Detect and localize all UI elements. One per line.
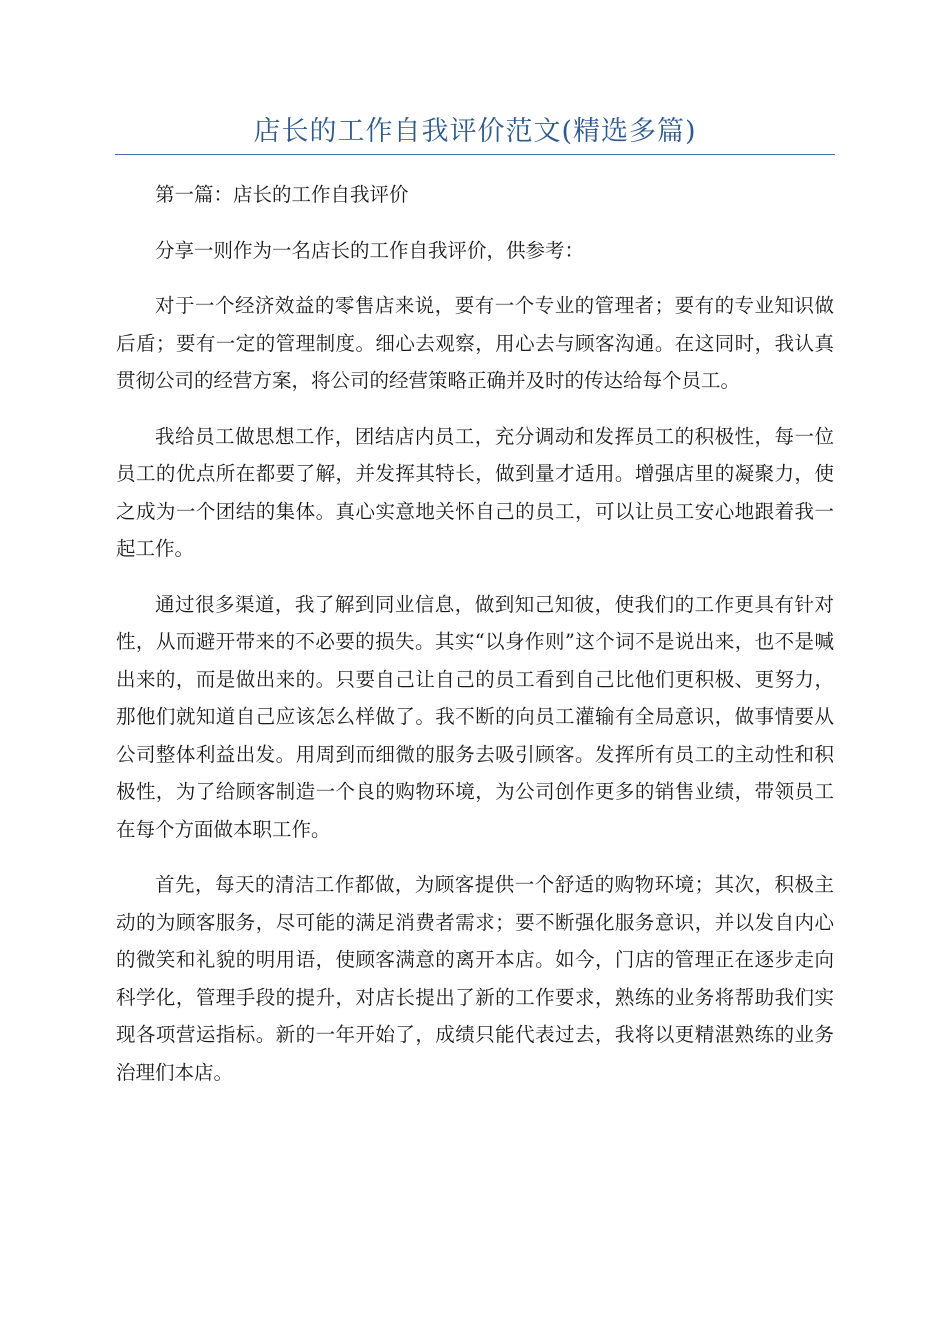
- document-title: 店长的工作自我评价范文(精选多篇): [253, 116, 697, 147]
- paragraph-section-heading: 第一篇：店长的工作自我评价: [155, 183, 409, 206]
- paragraph-intro: 分享一则作为一名店长的工作自我评价，供参考：: [155, 238, 585, 262]
- paragraph: 首先，每天的清洁工作都做，为顾客提供一个舒适的购物环境；其次，积极主动的为顾客服务，尽可能的满足消费者需求；要不断强化服务意识，并以发自内心的微笑和礼貌的明用语，使顾客满意的离开本店。如今，门店的管理正在逐步走向科学化，管理手段的提升，对店长提出了新的工作要求，熟练的业务将帮助我们实现各项营运指标。新的一年开始了，成绩只能代表过去，我将以更精湛熟练的业务治理们本店。: [116, 873, 834, 1084]
- document-body: [116, 176, 834, 1109]
- title-underline: [115, 154, 835, 155]
- paragraph: 对于一个经济效益的零售店来说，要有一个专业的管理者；要有的专业知识做后盾；要有一定的管理制度。细心去观察，用心去与顾客沟通。在这同时，我认真贯彻公司的经营方案，将公司的经营策略正确并及时的传达给每个员工。: [116, 294, 834, 392]
- paragraph: 我给员工做思想工作，团结店内员工，充分调动和发挥员工的积极性，每一位员工的优点所在都要了解，并发挥其特长，做到量才适用。增强店里的凝聚力，使之成为一个团结的集体。真心实意地关怀自己的员工，可以让员工安心地跟着我一起工作。: [116, 424, 834, 560]
- paragraph: 通过很多渠道，我了解到同业信息，做到知己知彼，使我们的工作更具有针对性，从而避开带来的不必要的损失。其实“以身作则”这个词不是说出来，也不是喊出来的，而是做出来的。只要自己让自己的员工看到自己比他们更积极、更努力，那他们就知道自己应该怎么样做了。我不断的向员工灌输有全局意识，做事情要从公司整体利益出发。用周到而细微的服务去吸引顾客。发挥所有员工的主动性和积极性，为了给顾客制造一个良的购物环境，为公司创作更多的销售业绩，带领员工在每个方面做本职工作。: [116, 592, 834, 841]
